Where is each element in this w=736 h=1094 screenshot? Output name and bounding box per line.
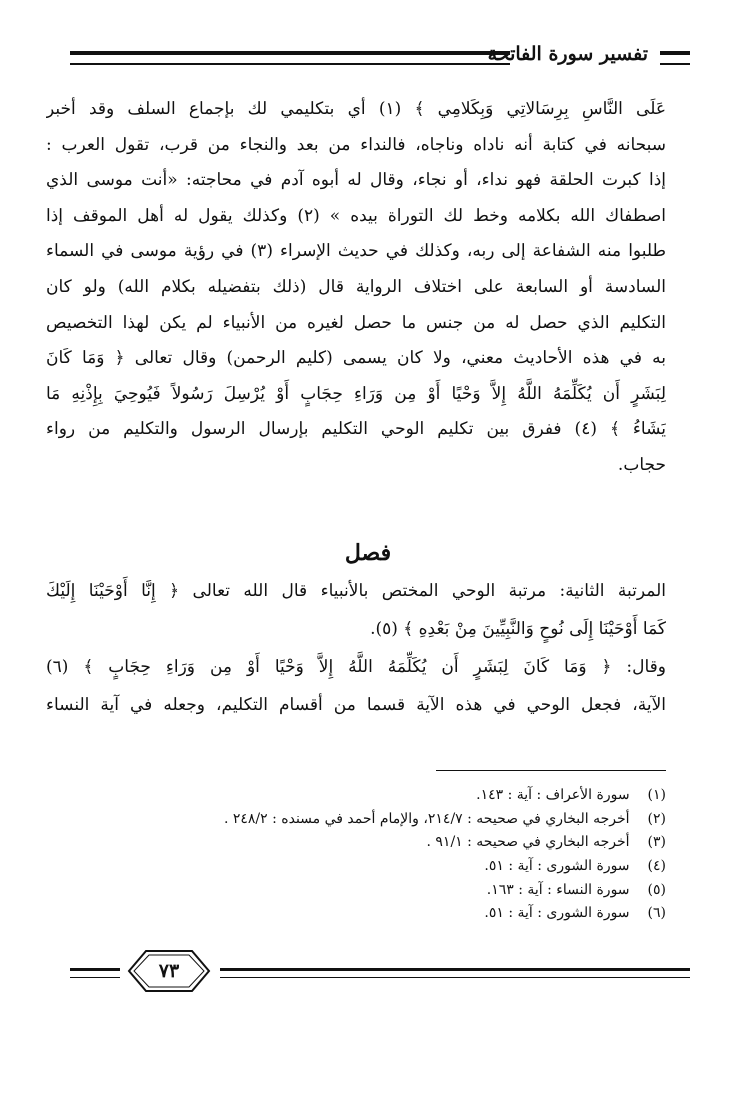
footer-rule-left bbox=[70, 968, 120, 978]
text-line: حجاب. bbox=[617, 454, 666, 475]
text-line: إذا كبرت الحلقة فهو نداء، أو نجاء، وقال له أبوه آدم في محاجته: «أنت موسى الذي bbox=[46, 170, 666, 191]
footer-rule-right bbox=[220, 968, 690, 978]
footnote-text: سورة النساء : آية : ١٦٣. bbox=[486, 881, 630, 898]
footnote-number: (٤) bbox=[647, 858, 666, 875]
text-line: السادسة أو السابعة على اختلاف الرواية قال (ذلك بتفضيله بكلام الله) ولو كان bbox=[46, 276, 666, 297]
footnote-text: أخرجه البخاري في صحيحه : ٩١/١ . bbox=[426, 834, 630, 851]
text-line: لِبَشَرٍ أَن يُكَلِّمَهُ اللَّهُ إِلاَّ وَحْيًا أَوْ مِن وَرَاءِ حِجَابٍ أَوْ يُرْسِلَ رَسُولاً فَيُوحِيَ بِإِذْنِهِ مَا bbox=[46, 383, 666, 404]
footnote-number: (٢) bbox=[647, 810, 666, 827]
footnote bbox=[46, 808, 666, 832]
footnote bbox=[46, 831, 666, 855]
header-rule-left bbox=[70, 51, 510, 65]
footnote bbox=[46, 855, 666, 879]
footnote-separator bbox=[436, 770, 666, 771]
footnote bbox=[46, 902, 666, 926]
text-line: به في هذه الأحاديث معني، ولا كان يسمى (كليم الرحمن) وقال تعالى ﴿ وَمَا كَانَ bbox=[46, 348, 666, 369]
text-line: طلبوا منه الشفاعة إلى ربه، وكذلك في حديث الإسراء (٣) في رؤية موسى في السماء bbox=[46, 241, 666, 262]
text-line: عَلَى النَّاسِ بِرِسَالاتِي وَبِكَلامِي ﴾ (١) أي بتكليمي لك بإجماع السلف وقد أخبر bbox=[46, 99, 666, 119]
text-line: اصطفاك الله بكلامه وخط لك التوراة بيده » (٢) وكذلك يقول له أهل الموقف إذا bbox=[46, 205, 666, 226]
text-line: المرتبة الثانية: مرتبة الوحي المختص بالأنبياء قال الله تعالى ﴿ إِنَّا أَوْحَيْنَا إِلَيْكَ bbox=[46, 581, 666, 601]
footnote-text: سورة الشورى : آية : ٥١. bbox=[484, 858, 630, 875]
footnote-number: (٣) bbox=[647, 834, 666, 851]
page-number: ٧٣ bbox=[158, 960, 180, 982]
footnote bbox=[46, 784, 666, 808]
section-heading: فصل bbox=[344, 540, 392, 566]
page-footer bbox=[70, 948, 690, 998]
footnote-number: (١) bbox=[647, 787, 666, 803]
text-line: الآية، فجعل الوحي في هذه الآية قسما من أقسام التكليم، وجعله في آية النساء bbox=[46, 695, 666, 715]
footnote-number: (٦) bbox=[647, 905, 666, 922]
text-line: التكليم الذي حصل له من جنس ما حصل لغيره من الأنبياء لم يكن لهذا التخصيص bbox=[46, 312, 666, 333]
footnote-number: (٥) bbox=[647, 881, 666, 898]
text-line: يَشَاءُ ﴾ (٤) ففرق بين تكليم الوحي التكليم بإرسال الرسول والتكليم من رواء bbox=[46, 419, 666, 440]
footnote bbox=[46, 879, 666, 903]
running-header-title: تفسير سورة الفاتحة bbox=[487, 43, 648, 65]
footnote-text: سورة الشورى : آية : ٥١. bbox=[484, 905, 630, 922]
text-line: كَمَا أَوْحَيْنَا إِلَى نُوحٍ وَالنَّبِيِّينَ مِنْ بَعْدِهِ ﴾ (٥). bbox=[370, 619, 666, 639]
page-number-frame bbox=[126, 948, 212, 994]
section-paragraph bbox=[46, 572, 666, 724]
header-rule-right bbox=[660, 51, 690, 65]
running-header bbox=[70, 36, 690, 76]
text-line: وقال: ﴿ وَمَا كَانَ لِبَشَرٍ أَن يُكَلِّمَهُ اللَّهُ إِلاَّ وَحْيًا أَوْ مِن وَرَاءِ حِجَابٍ ﴾ (٦) bbox=[46, 657, 666, 677]
footnote-text: سورة الأعراف : آية : ١٤٣. bbox=[476, 787, 630, 803]
footnotes bbox=[46, 784, 666, 926]
footnote-text: أخرجه البخاري في صحيحه : ٢١٤/٧، والإمام أحمد في مسنده : ٢٤٨/٢ . bbox=[223, 810, 630, 827]
text-line: سبحانه في كتابة أنه ناداه وناجاه، فالنداء من بعد والنجاء من قرب، تقول العرب : bbox=[46, 134, 666, 155]
main-paragraph bbox=[46, 92, 666, 484]
